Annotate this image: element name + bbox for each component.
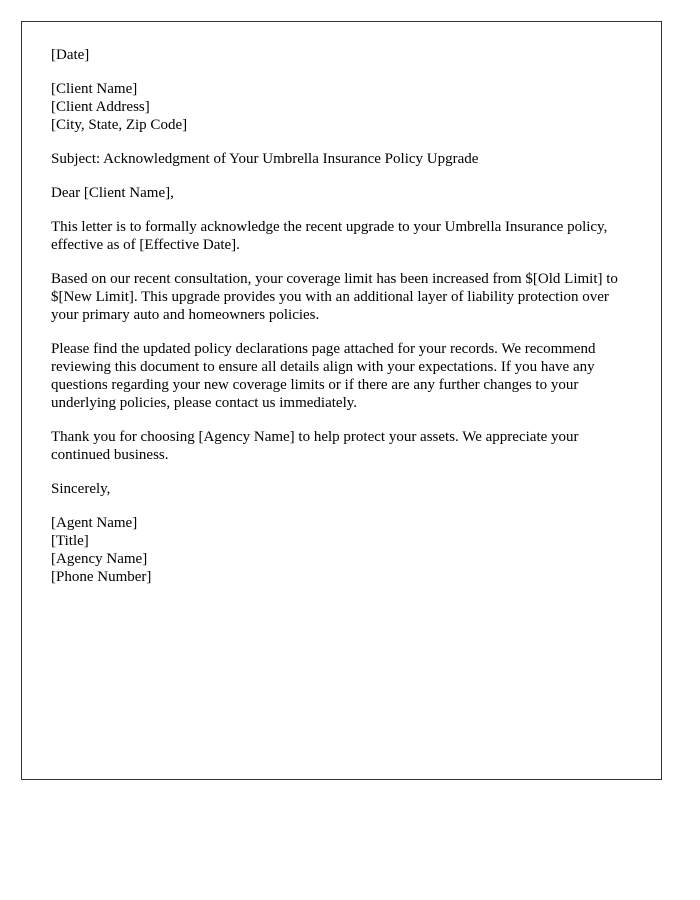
signature-agent-name: [Agent Name]: [51, 515, 138, 531]
body-paragraph: This letter is to formally acknowledge the recent upgrade to your Umbrella Insurance policy, effective as of [Effective Date].: [51, 219, 608, 253]
signature-phone-number: [Phone Number]: [51, 569, 152, 585]
body-paragraph: Thank you for choosing [Agency Name] to help protect your assets. We appreciate your continued business.: [51, 429, 579, 463]
signature-block: [51, 514, 632, 586]
recipient-address: [Client Address]: [51, 99, 150, 115]
subject-line: Subject: Acknowledgment of Your Umbrella Insurance Policy Upgrade: [51, 151, 479, 167]
salutation: Dear [Client Name],: [51, 185, 174, 201]
recipient-name: [Client Name]: [51, 81, 138, 97]
closing: Sincerely,: [51, 481, 111, 497]
recipient-block: [51, 80, 632, 134]
body-paragraph: Please find the updated policy declarations page attached for your records. We recommend reviewing this document to ensure all details align with your expectations. If you have any questions regarding your new coverage limits or if there are any further changes to your underlying policies, please contact us immediately.: [51, 341, 596, 411]
signature-title: [Title]: [51, 533, 89, 549]
body-paragraph: Based on our recent consultation, your coverage limit has been increased from $[Old Limit] to $[New Limit]. This upgrade provides you with an additional layer of liability protection over your primary auto and homeowners policies.: [51, 271, 618, 323]
letter-page: [21, 21, 662, 780]
date-line: [Date]: [51, 47, 90, 63]
signature-agency-name: [Agency Name]: [51, 551, 148, 567]
recipient-city-state-zip: [City, State, Zip Code]: [51, 117, 188, 133]
